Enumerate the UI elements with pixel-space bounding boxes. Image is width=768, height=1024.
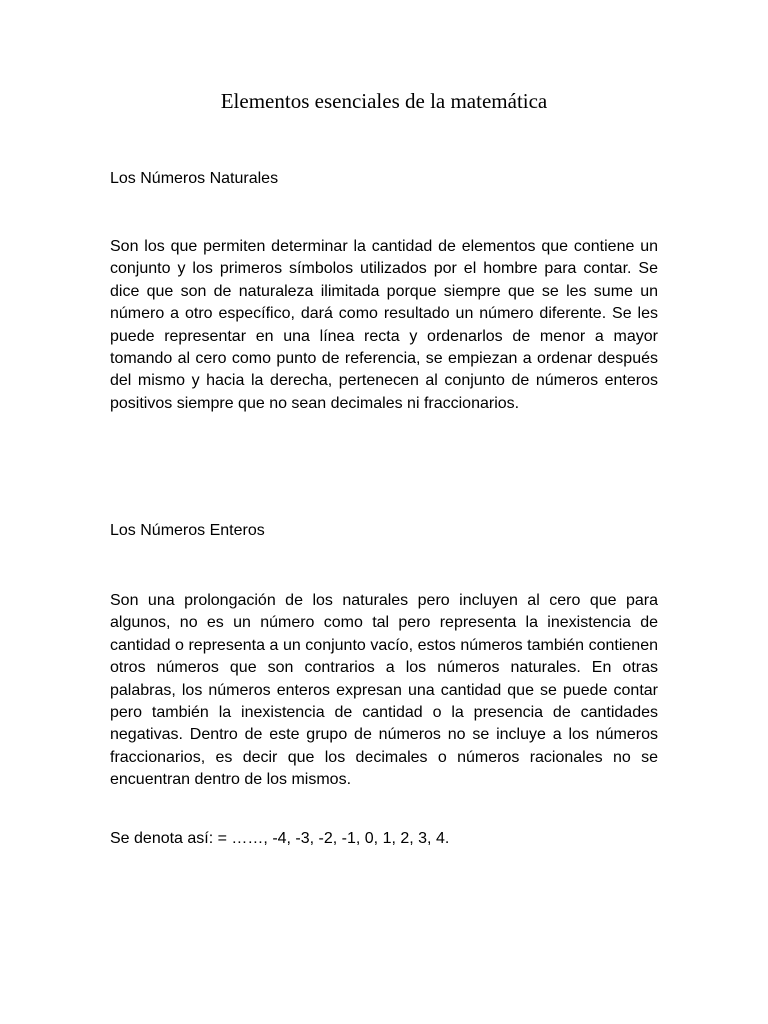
document-title: Elementos esenciales de la matemática bbox=[220, 89, 548, 113]
section-body-enteros: Son una prolongación de los naturales pero incluyen al cero que para algunos, no es un número como tal pero representa la inexistencia de cantidad o representa a un conjunto vacío, estos números también contienen otros números que son contrarios a los números naturales. En otras palabras, los números enteros expresan una cantidad que se puede contar pero también la inexistencia de cantidad o la presencia de cantidades negativas. Dentro de este grupo de números no se incluye a los números fraccionarios, es decir que los decimales o números racionales no se encuentran dentro de los mismos. bbox=[110, 592, 658, 789]
section-body-naturales: Son los que permiten determinar la cantidad de elementos que contiene un conjunto y los primeros símbolos utilizados por el hombre para contar. Se dice que son de naturaleza ilimitada porque siempre que se les sume un número a otro específico, dará como resultado un número diferente. Se les puede representar en una línea recta y ordenarlos de menor a mayor tomando al cero como punto de referencia, se empiezan a ordenar después del mismo y hacia la derecha, pertenecen al conjunto de números enteros positivos siempre que no sean decimales ni fraccionarios. bbox=[110, 238, 658, 412]
integer-notation: Se denota así: = ……, -4, -3, -2, -1, 0, 1, 2, 3, 4. bbox=[110, 830, 450, 847]
section-heading-enteros: Los Números Enteros bbox=[110, 522, 265, 539]
section-heading-naturales: Los Números Naturales bbox=[110, 170, 279, 187]
